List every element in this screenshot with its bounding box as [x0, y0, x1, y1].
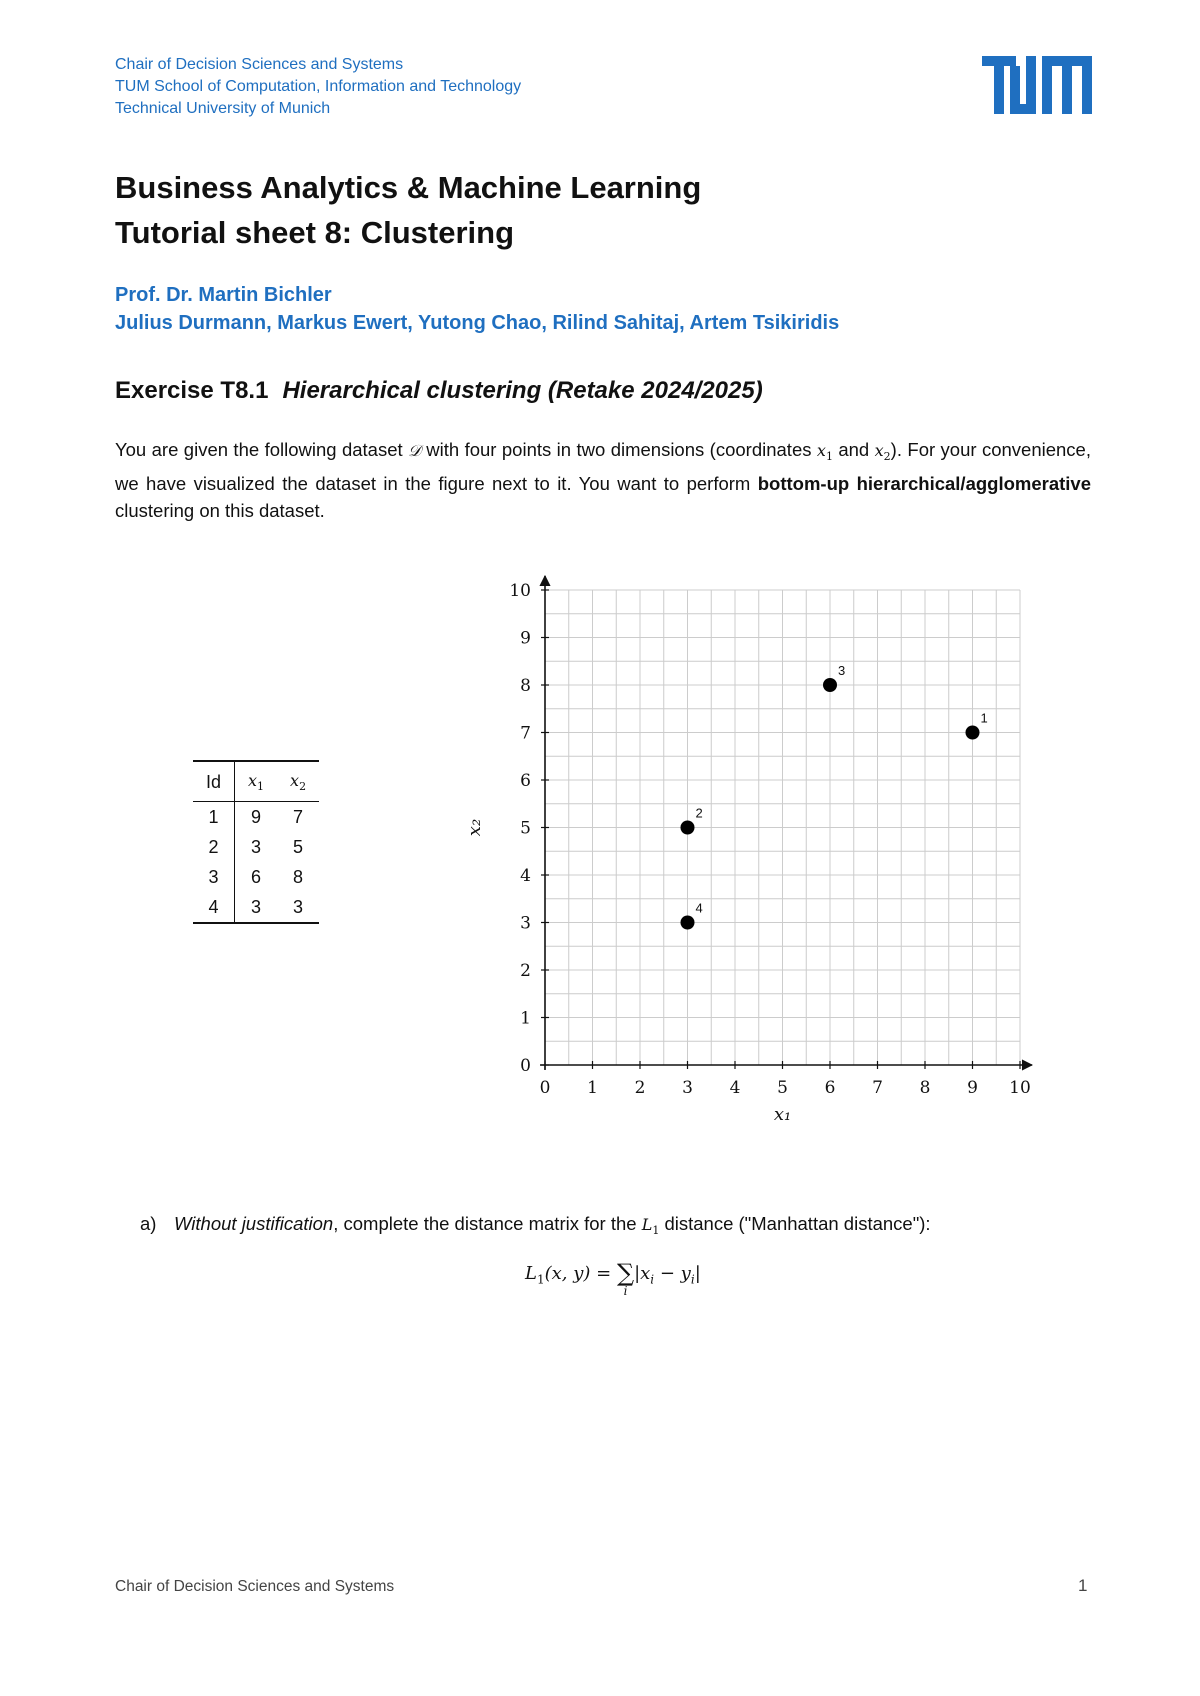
l1-symbol: $L_1$ [641, 1215, 660, 1238]
course-title: Business Analytics & Machine Learning [115, 170, 702, 205]
data-point [966, 726, 980, 740]
x1-symbol: $x_1$ [816, 441, 833, 464]
intro-text-4: ). For your convenience, we have visualized the dataset in the figure next to it. You want to perform [115, 439, 1091, 495]
x-axis-label: x₁ [773, 1104, 792, 1125]
cell-x1: 9 [251, 806, 262, 827]
y-axis-label: x₂ [464, 818, 485, 837]
part-a-text-1: , complete the distance matrix for the [333, 1213, 642, 1234]
exercise-subtitle: Hierarchical clustering (Retake 2024/2025) [282, 377, 763, 404]
dataset-table [193, 760, 319, 924]
x-tick-label: 5 [777, 1078, 788, 1098]
table-row [193, 862, 319, 892]
y-tick-label: 6 [520, 771, 531, 791]
y-tick-label: 4 [520, 866, 531, 886]
institution-header [115, 54, 521, 120]
table-header-row [193, 761, 319, 802]
x-tick-label: 4 [729, 1078, 741, 1098]
chair-name: Chair of Decision Sciences and Systems [115, 56, 404, 73]
exercise-number: Exercise T8.1 [115, 377, 269, 404]
x-tick-label: 10 [1009, 1078, 1031, 1098]
cell-x1: 6 [251, 866, 262, 887]
cell-id: 1 [193, 802, 235, 833]
table-row [193, 832, 319, 862]
professor-name: Prof. Dr. Martin Bichler [115, 284, 332, 306]
footer-chair: Chair of Decision Sciences and Systems [115, 1578, 395, 1595]
cell-x2: 8 [293, 866, 304, 887]
cell-x2: 7 [293, 806, 304, 827]
table-row [193, 802, 319, 833]
y-tick-label: 3 [520, 913, 531, 934]
y-tick-label: 0 [520, 1056, 531, 1076]
data-point [681, 821, 695, 835]
page-number: 1 [1078, 1576, 1088, 1595]
school-name: TUM School of Computation, Information and Technology [115, 78, 522, 95]
exercise-heading [115, 377, 763, 405]
y-tick-label: 10 [509, 581, 531, 601]
header-x2: $x_2$ [290, 771, 307, 794]
part-a-text-2: distance ("Manhattan distance"): [659, 1213, 931, 1234]
cell-x1: 3 [251, 836, 262, 857]
header-x1: $x_1$ [248, 771, 265, 794]
dataset-table-container [193, 760, 319, 924]
table-row [193, 892, 319, 923]
x-tick-label: 6 [824, 1078, 836, 1098]
y-tick-label: 2 [520, 961, 531, 981]
tutor-names: Julius Durmann, Markus Ewert, Yutong Chao, Rilind Sahitaj, Artem Tsikiridis [115, 312, 840, 334]
point-label: 2 [695, 805, 703, 821]
intro-bold: bottom-up hierarchical/agglomerative [757, 473, 1092, 495]
author-block [115, 281, 839, 337]
sheet-title: Tutorial sheet 8: Clustering [115, 215, 515, 250]
intro-text-5: clustering on this dataset. [115, 500, 325, 522]
x-tick-label: 7 [872, 1078, 883, 1098]
part-a-italic: Without justification [174, 1213, 334, 1234]
point-label: 1 [980, 710, 988, 726]
x-tick-label: 2 [634, 1078, 646, 1098]
point-label: 4 [695, 900, 703, 916]
cell-id: 3 [193, 862, 235, 892]
x-tick-label: 8 [919, 1078, 931, 1098]
scatter-plot [460, 570, 1040, 1130]
cell-id: 4 [193, 892, 235, 923]
intro-text-3: and [832, 439, 875, 460]
y-tick-label: 9 [520, 628, 531, 649]
intro-text-1: You are given the following dataset [115, 439, 409, 460]
point-label: 3 [838, 663, 846, 678]
y-tick-label: 1 [520, 1008, 531, 1029]
cell-id: 2 [193, 832, 235, 862]
y-tick-label: 5 [520, 818, 531, 839]
y-tick-label: 7 [520, 723, 531, 744]
part-a-question [140, 1213, 931, 1237]
x-tick-label: 3 [682, 1078, 693, 1098]
cell-x2: 5 [293, 836, 304, 857]
x-tick-label: 1 [587, 1078, 598, 1098]
dataset-symbol: 𝒟 [408, 441, 421, 460]
part-a-label: a) [140, 1213, 157, 1234]
exercise-intro [115, 436, 1091, 524]
x2-symbol: $x_2$ [874, 441, 891, 464]
manhattan-formula: $L_1(x$, y) = ∑ i $|x_i - y_i|$ [525, 1259, 701, 1298]
tum-logo [982, 56, 1092, 114]
cell-x2: 3 [293, 896, 304, 917]
x-tick-label: 9 [967, 1078, 978, 1098]
x-tick-label: 0 [539, 1078, 551, 1098]
document-title [115, 165, 701, 255]
intro-text-2: with four points in two dimensions (coordinates [420, 439, 817, 460]
header-id: Id [193, 761, 235, 802]
data-point [823, 678, 837, 692]
university-name: Technical University of Munich [115, 100, 331, 117]
y-tick-label: 8 [520, 676, 531, 696]
cell-x1: 3 [251, 896, 262, 917]
data-point [681, 916, 695, 930]
